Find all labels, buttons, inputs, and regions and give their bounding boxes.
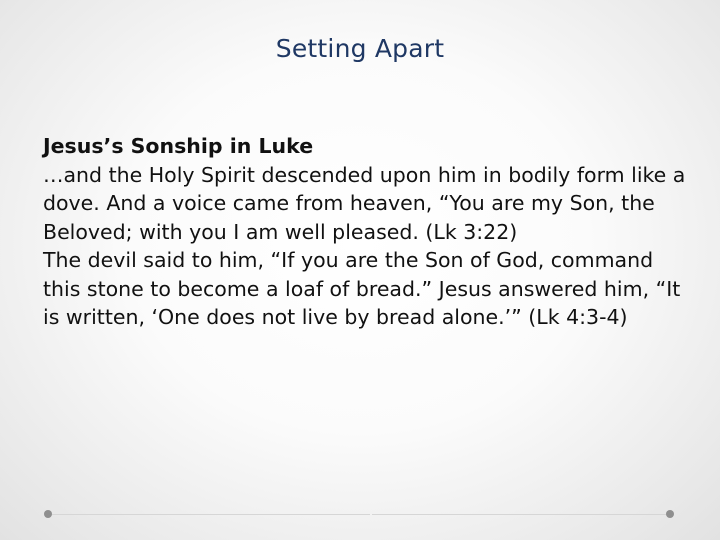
footer-divider-right [372,514,670,515]
quote-paragraph-1: …and the Holy Spirit descended upon him in bodily form like a dove. And a voice came from heaven, “You are my Son, the Beloved; with you I am well pleased. (Lk 3:22) [43,162,686,244]
slide-title: Setting Apart [275,34,445,63]
slide-body [43,132,693,332]
quote-paragraph-2: The devil said to him, “If you are the Son of God, command this stone to become a loaf of bread.” Jesus answered him, “It is written, ‘One does not live by bread alone.’” (Lk 4:3-4) [43,248,681,329]
footer-divider-left [48,514,370,515]
footer-dot-right [666,510,674,518]
section-heading: Jesus’s Sonship in Luke [43,134,314,158]
footer-dot-left [44,510,52,518]
